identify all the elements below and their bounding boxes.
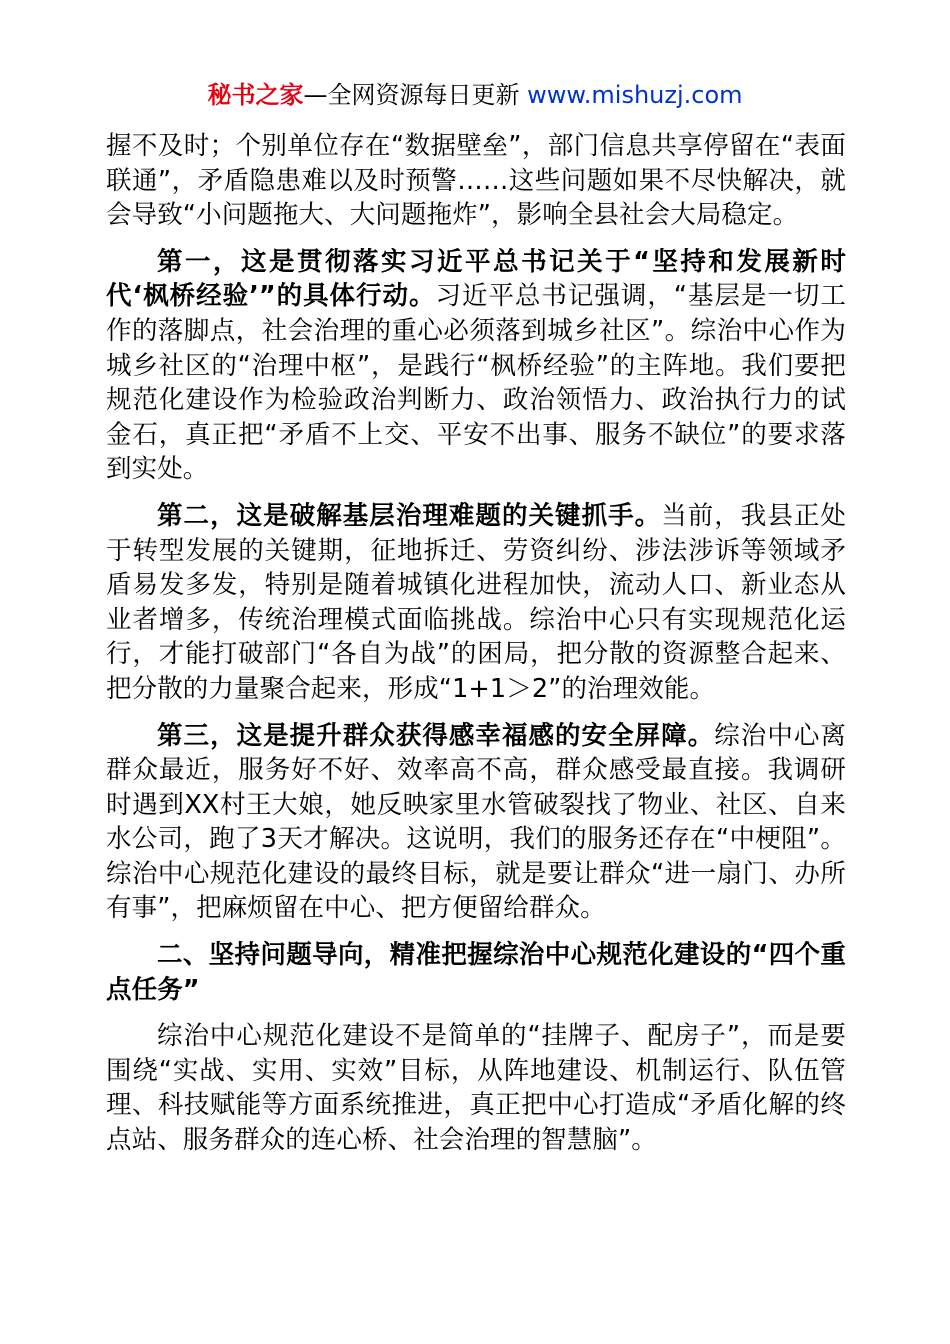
paragraph-lead: 第三，这是提升群众获得感幸福感的安全屏障。: [157, 720, 715, 751]
document-body: [106, 129, 846, 1170]
paragraph-text: 综治中心规范化建设不是简单的“挂牌子、配房子”，而是要围绕“实战、实用、实效”目标，从阵地建设、机制运行、队伍管理、科技赋能等方面系统推进，真正把中心打造成“矛盾化解的终点站、服务群众的连心桥、社会治理的智慧脑”。: [106, 1021, 846, 1156]
paragraph-section-intro: [106, 1019, 846, 1157]
paragraph-text: 综治中心离群众最近，服务好不好、效率高不高，群众感受最直接。我调研时遇到XX村王大娘，她反映家里水管破裂找了物业、社区、自来水公司，跑了3天才解决。这说明，我们的服务还存在“中梗阻”。综治中心规范化建设的最终目标，就是要让群众“进一扇门、办所有事”，把麻烦留在中心、把方便留给群众。: [106, 720, 846, 924]
paragraph-point-one: [106, 245, 846, 487]
paragraph-point-three: [106, 719, 846, 927]
paragraph-point-two: [106, 499, 846, 707]
site-tagline: —全网资源每日更新: [303, 81, 528, 109]
paragraph-text: 习近平总书记强调，“基层是一切工作的落脚点，社会治理的重心必须落到城乡社区”。综治中心作为城乡社区的“治理中枢”，是践行“枫桥经验”的主阵地。我们要把规范化建设作为检验政治判断力、政治领悟力、政治执行力的试金石，真正把“矛盾不上交、平安不出事、服务不缺位”的要求落到实处。: [106, 281, 846, 485]
paragraph-continuation: [106, 129, 846, 233]
site-url-link[interactable]: www.mishuzj.com: [527, 81, 743, 109]
section-heading: [106, 938, 846, 1007]
site-header: [0, 78, 950, 112]
site-brand: 秘书之家: [207, 81, 304, 109]
paragraph-text: 当前，我县正处于转型发展的关键期，征地拆迁、劳资纠纷、涉法涉诉等领域矛盾易发多发，特别是随着城镇化进程加快，流动人口、新业态从业者增多，传统治理模式面临挑战。综治中心只有实现规范化运行，才能打破部门“各自为战”的困局，把分散的资源整合起来、把分散的力量聚合起来，形成“1+1＞2”的治理效能。: [106, 500, 847, 704]
paragraph-text: 握不及时；个别单位存在“数据壁垒”，部门信息共享停留在“表面联通”，矛盾隐患难以及时预警……这些问题如果不尽快解决，就会导致“小问题拖大、大问题拖炸”，影响全县社会大局稳定。: [106, 131, 846, 231]
paragraph-lead: 第一，这是贯彻落实习近平总书记关于“坚持和发展新时代‘枫桥经验’”的具体行动。: [106, 246, 846, 312]
paragraph-lead: 第二，这是破解基层治理难题的关键抓手。: [157, 500, 662, 531]
section-heading-text: 二、坚持问题导向，精准把握综治中心规范化建设的“四个重点任务”: [106, 940, 846, 1005]
